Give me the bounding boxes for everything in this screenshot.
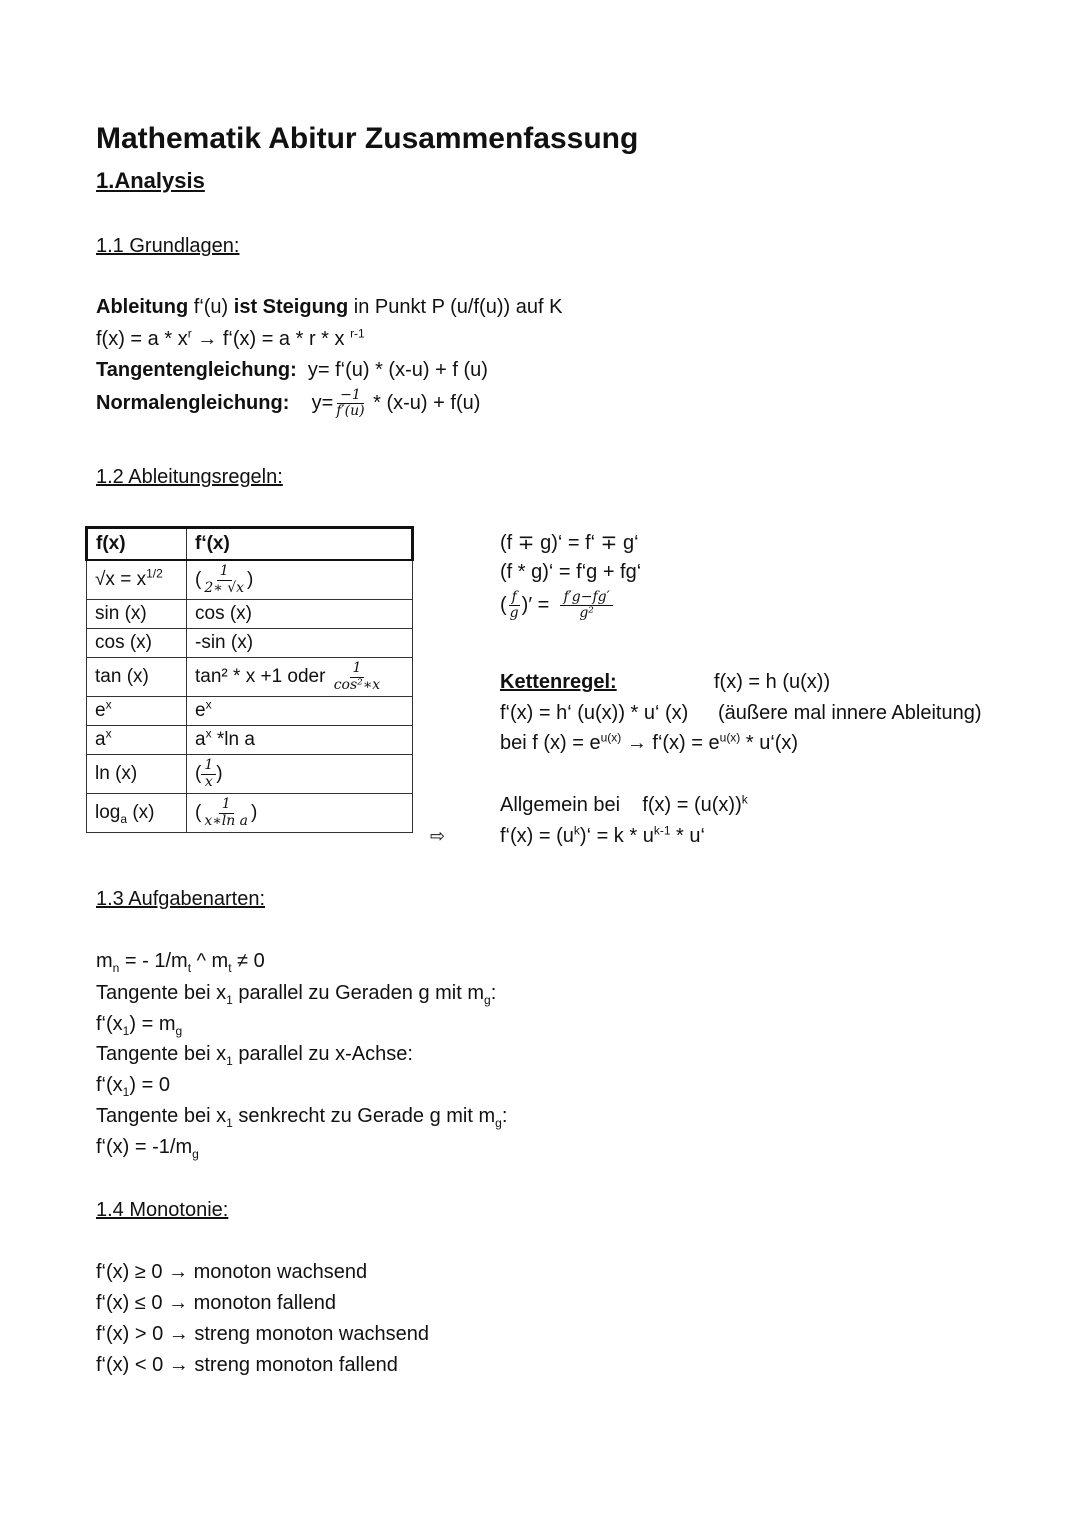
grundlagen-heading: 1.1 Grundlagen: bbox=[96, 235, 240, 257]
list-item: f‘(x) < 0 → streng monoton fallend bbox=[96, 1354, 398, 1376]
tangent-parallel-line-text: Tangente bei $x_1$ parallel zu Geraden g mit $m_g$: bbox=[96, 982, 497, 1007]
aufgabenarten-heading: 1.3 Aufgabenarten: bbox=[96, 888, 266, 910]
ableitungsregeln-heading: 1.2 Ableitungsregeln: bbox=[96, 466, 283, 488]
table-row: $a^x$ $a^x$ *ln a bbox=[87, 726, 413, 755]
tangent-parallel-xaxis-formula: $f‘(x_1) = 0$ bbox=[96, 1074, 170, 1099]
chain-rule-exp-example: bei f $(x) = e^{u(x)}$ → f‘(x) = $e^{u(x)}$ * u‘(x) bbox=[500, 730, 799, 754]
sum-rule: (f ∓ g)‘ = f‘ ∓ g‘ bbox=[500, 532, 639, 554]
column-header-dfx: f‘(x) bbox=[187, 528, 413, 561]
general-power-chain: Allgemein bei $f(x) = (u(x))^k$ bbox=[500, 792, 748, 816]
table-row: sin (x) cos (x) bbox=[87, 600, 413, 629]
table-row: $e^x$ $e^x$ bbox=[87, 697, 413, 726]
table-header-row bbox=[87, 528, 413, 561]
tangent-equation: Tangentengleichung: y= f‘(u) * (x-u) + f (u) bbox=[96, 359, 488, 381]
chain-rule-note: (äußere mal innere Ableitung) bbox=[718, 702, 982, 724]
arrow-icon: ⇨ bbox=[430, 826, 446, 846]
derivative-table bbox=[85, 526, 414, 833]
ableitung-definition: Ableitung f‘(u) ist Steigung in Punkt P (u/f(u)) auf K bbox=[96, 296, 563, 318]
tangent-perpendicular-text: Tangente bei $x_1$ senkrecht zu Gerade g mit $m_g$: bbox=[96, 1105, 508, 1130]
chain-rule-formula: f‘(x) = h‘ (u(x)) * u‘ (x) bbox=[500, 702, 689, 724]
list-item: f‘(x) ≥ 0 → monoton wachsend bbox=[96, 1261, 368, 1283]
table-row: ln (x) ( $\frac{1}{x}$ ) bbox=[87, 755, 413, 794]
tangent-parallel-xaxis-text: Tangente bei $x_1$ parallel zu x-Achse: bbox=[96, 1043, 413, 1068]
power-rule: $f(x) = a * x^r$ → f‘(x) = a * r * x $^{r-1}$ bbox=[96, 326, 365, 350]
chain-rule-definition: f(x) = h (u(x)) bbox=[714, 671, 831, 693]
normal-slope-relation: $m_n$ = - $1/m_t$ ^ $m_t \ne 0$ bbox=[96, 950, 265, 975]
tangent-perpendicular-formula: f‘(x) = $-1/m_g$ bbox=[96, 1136, 199, 1161]
table-row: $√x = x^{1/2}$ ( $\frac{1}{2∗ √x}$ ) bbox=[87, 560, 413, 600]
column-header-fx: f(x) bbox=[87, 528, 187, 561]
document-title: Mathematik Abitur Zusammenfassung bbox=[96, 122, 639, 155]
table-row: tan (x) tan² * x +1 oder $\frac{1}{\text{cos²∗x}}$ bbox=[87, 658, 413, 697]
section-analysis-heading: 1.Analysis bbox=[96, 168, 205, 193]
quotient-rule: ( $\frac{f}{g}$ )′ = $\frac{f'g-fg'}{\text{g²}}$ bbox=[500, 590, 613, 622]
general-power-chain-derivative: f‘(x) = $(u^k)‘ = k * u^{k-1}$ * u‘ bbox=[500, 823, 705, 847]
normal-equation: Normalengleichung: y= $\frac{-1}{f'(u)}$ * (x-u) + f(u) bbox=[96, 387, 481, 420]
tangent-parallel-line-formula: $f‘(x_1) = m_g$ bbox=[96, 1013, 183, 1038]
list-item: f‘(x) > 0 → streng monoton wachsend bbox=[96, 1323, 429, 1345]
product-rule: (f * g)‘ = f‘g + fg‘ bbox=[500, 561, 642, 583]
monotonie-heading: 1.4 Monotonie: bbox=[96, 1199, 229, 1221]
table-row: cos (x) -sin (x) bbox=[87, 629, 413, 658]
table-row: $\log_a (x)$ ( $\frac{1}{\text{x∗ln a}}$ ) bbox=[87, 794, 413, 833]
list-item: f‘(x) ≤ 0 → monoton fallend bbox=[96, 1292, 336, 1314]
chain-rule-label: Kettenregel: bbox=[500, 671, 617, 693]
